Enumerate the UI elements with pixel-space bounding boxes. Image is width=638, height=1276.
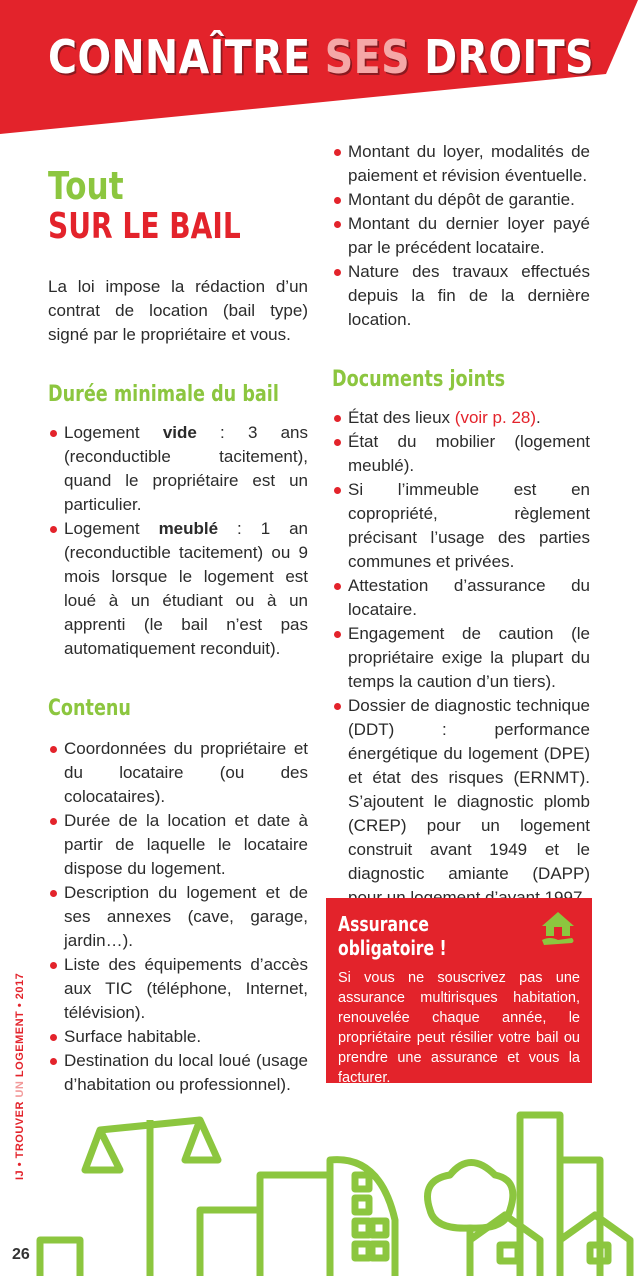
page-number: 26 bbox=[12, 1246, 30, 1263]
bullet-icon bbox=[50, 890, 57, 897]
bullet-icon bbox=[334, 221, 341, 228]
list-item: Montant du dépôt de garantie. bbox=[332, 188, 590, 212]
bullet-icon bbox=[50, 746, 57, 753]
header-banner bbox=[0, 0, 638, 140]
section-title-documents: Documents joints bbox=[332, 367, 506, 392]
list-item: Surface habitable. bbox=[48, 1025, 308, 1049]
bullet-icon bbox=[334, 197, 341, 204]
bullet-icon bbox=[334, 415, 341, 422]
list-item: État du mobilier (logement meublé). bbox=[332, 430, 590, 478]
bullet-icon bbox=[50, 962, 57, 969]
bullet-icon bbox=[334, 631, 341, 638]
list-item: Engagement de caution (le propriétaire exige la plupart du temps la caution d’un tiers). bbox=[332, 622, 590, 694]
side-publication-label: IJ • TROUVER UN LOGEMENT • 2017 bbox=[14, 972, 26, 1180]
assurance-callout bbox=[326, 898, 592, 1086]
bullet-icon bbox=[334, 149, 341, 156]
list-item: Logement vide : 3 ans (reconductible tacitement), quand le propriétaire est un particulier. bbox=[48, 421, 308, 517]
intro-paragraph: La loi impose la rédaction d’un contrat de location (bail type) signé par le propriétaire et vous. bbox=[48, 277, 308, 344]
list-item: Attestation d’assurance du locataire. bbox=[332, 574, 590, 622]
contenu-list bbox=[48, 737, 308, 1097]
list-item: Destination du local loué (usage d’habitation ou professionnel). bbox=[48, 1049, 308, 1097]
assurance-title: Assurance obligatoire ! bbox=[338, 912, 447, 960]
section-title-contenu: Contenu bbox=[48, 696, 131, 721]
page-title: CONNAÎTRE SES DROITS bbox=[48, 30, 594, 84]
right-column bbox=[332, 140, 590, 910]
heading-tout: Tout bbox=[48, 164, 124, 208]
house-hand-icon bbox=[538, 908, 578, 953]
list-item: Coordonnées du propriétaire et du locataire (ou des colocataires). bbox=[48, 737, 308, 809]
bullet-icon bbox=[334, 583, 341, 590]
bullet-icon bbox=[50, 818, 57, 825]
bullet-icon bbox=[334, 703, 341, 710]
left-column bbox=[48, 165, 308, 1097]
city-skyline-illustration bbox=[0, 1100, 638, 1276]
bullet-icon bbox=[334, 269, 341, 276]
section-title-duree: Durée minimale du bail bbox=[48, 382, 279, 407]
list-item: Si l’immeuble est en copropriété, règlement précisant l’usage des parties communes et privées. bbox=[332, 478, 590, 574]
list-item: Nature des travaux effectués depuis la fin de la dernière location. bbox=[332, 260, 590, 332]
list-item: Durée de la location et date à partir de laquelle le locataire dispose du logement. bbox=[48, 809, 308, 881]
list-item: Dossier de diagnostic technique (DDT) : performance énergétique du logement (DPE) et état des risques (ERNMT). S’ajoutent le diagnostic plomb (CREP) pour un logement construit avant 1949 et le diagnostic amiante (DAPP) bbox=[332, 694, 590, 910]
bullet-icon bbox=[50, 1058, 57, 1065]
bullet-icon bbox=[50, 1034, 57, 1041]
list-item: Logement meublé : 1 an (reconductible tacitement) ou 9 mois lorsque le logement est loué à un étudiant ou à un apprenti (le bail n’est pas automatiquement reconduit). bbox=[48, 517, 308, 661]
duree-list bbox=[48, 421, 308, 661]
list-item: État des lieux (voir p. 28). bbox=[332, 406, 590, 430]
bullet-icon bbox=[50, 526, 57, 533]
bullet-icon bbox=[50, 430, 57, 437]
list-item: Description du logement et de ses annexes (cave, garage, jardin…). bbox=[48, 881, 308, 953]
list-item: Montant du dernier loyer payé par le précédent locataire. bbox=[332, 212, 590, 260]
list-item: Montant du loyer, modalités de paiement et révision éventuelle. bbox=[332, 140, 590, 188]
bullet-icon bbox=[334, 487, 341, 494]
heading-sur-le-bail: SUR LE BAIL bbox=[48, 206, 241, 247]
assurance-text: Si vous ne souscrivez pas une assurance multirisques habitation, renouvelée chaque année, le propriétaire peut résilier votre bail ou prendre une assurance et vous la facturer. bbox=[338, 970, 580, 1086]
list-item: Liste des équipements d’accès aux TIC (téléphone, Internet, télévision). bbox=[48, 953, 308, 1025]
contenu-list-continued bbox=[332, 140, 590, 332]
page-reference-link[interactable]: (voir p. 28) bbox=[454, 408, 537, 427]
documents-list bbox=[332, 406, 590, 910]
bullet-icon bbox=[334, 439, 341, 446]
